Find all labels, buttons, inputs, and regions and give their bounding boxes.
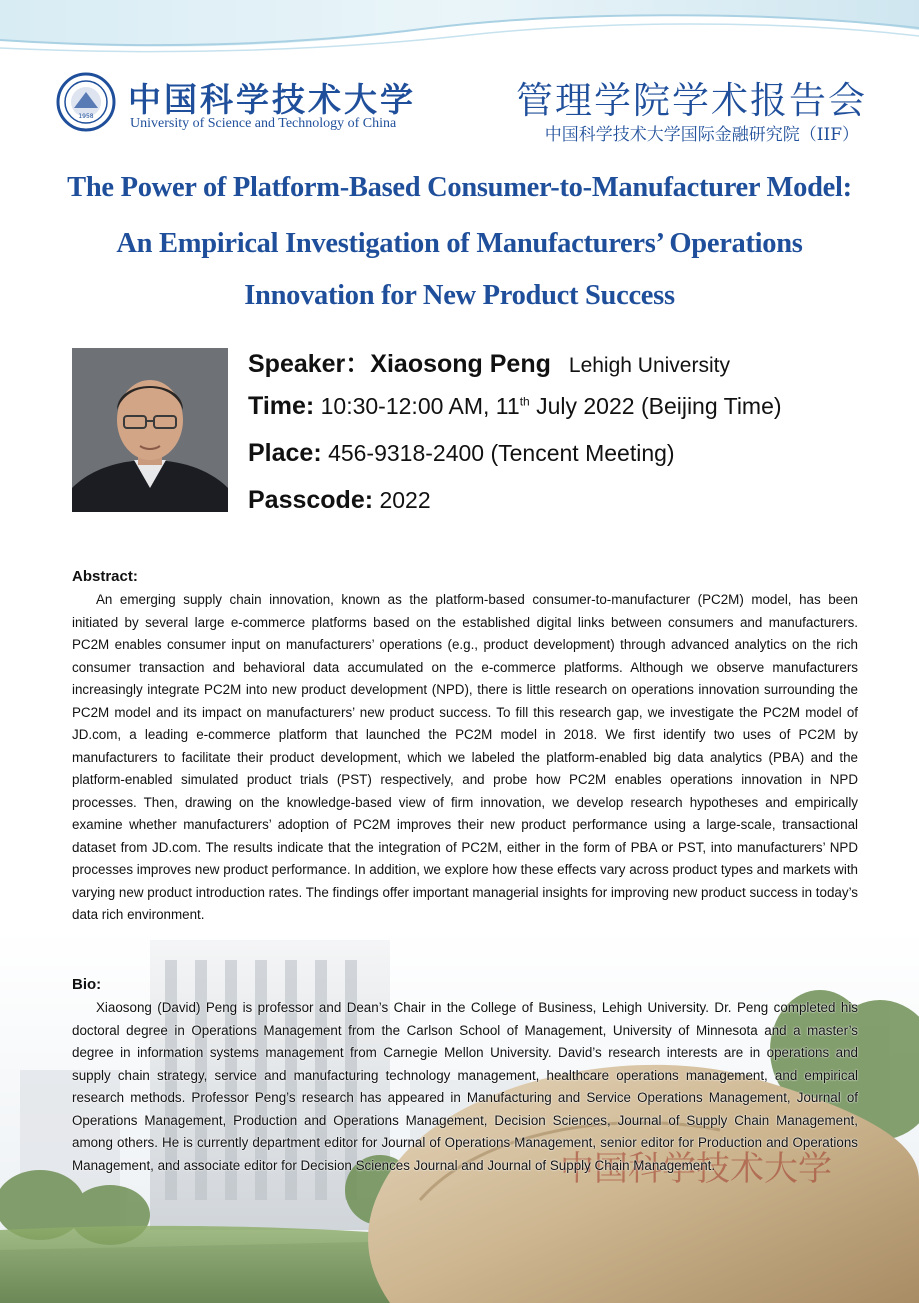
series-title: 管理学院学术报告会 [516, 79, 867, 122]
speaker-affiliation: Lehigh University [568, 354, 730, 377]
place-row [248, 439, 675, 468]
speaker-label: Speaker： [248, 350, 371, 378]
talk-title-line-2: An Empirical Investigation of Manufacturers’ Operations [116, 228, 803, 259]
top-wave-decoration [0, 0, 919, 60]
speaker-row [248, 344, 730, 380]
speaker-portrait-graphic [72, 348, 228, 512]
talk-title-line-1: The Power of Platform-Based Consumer-to-Manufacturer Model: [67, 172, 852, 203]
speaker-photo [72, 348, 228, 512]
series-subtitle: 中国科学技术大学国际金融研究院（IIF） [544, 125, 859, 145]
passcode-row [248, 486, 431, 515]
svg-text:中国科学技术大学: 中国科学技术大学 [560, 1149, 832, 1189]
bio-heading: Bio: [72, 976, 102, 993]
place-label: Place: [248, 439, 322, 467]
bio-text: Xiaosong (David) Peng is professor and Dean’s Chair in the College of Business, Lehigh University. Dr. Peng completed his doctoral degree in Operations Management from the Carlson School of Management, University of Minnesota and a master’s degree in information systems management from Carnegie Mellon University. David’s research interests are in operations and supply chain strategy, service and manufacturing technology management, healthcare operations management, and empirical research methods. Professor Peng’s research has appeared in Manufacturing and Service Operations Management, Journal of Operations Management, Production and Operations Management, Decision Sciences, Journal of Supply Chain Management, among others. He is currently department editor for Journal of Operations Management, senior editor for Production and Operations Management, and associate editor for Decision Sciences Journal and Journal of Supply Chain Management. [72, 1000, 858, 1173]
time-value-sup: th [519, 394, 530, 409]
time-value-rest: July 2022 (Beijing Time) [529, 393, 782, 419]
place-value: 456-9318-2400 (Tencent Meeting) [328, 440, 675, 466]
seal-year: 1958 [78, 113, 94, 120]
abstract-heading: Abstract: [72, 568, 138, 585]
passcode-value: 2022 [379, 487, 431, 513]
university-seal-icon [56, 72, 116, 132]
time-label: Time: [248, 392, 315, 420]
passcode-label: Passcode: [248, 486, 374, 514]
time-value [321, 393, 782, 419]
speaker-name: Xiaosong Peng [370, 350, 551, 378]
time-row [248, 392, 782, 421]
time-value-main: 10:30-12:00 AM, 11 [320, 393, 520, 419]
abstract-text: An emerging supply chain innovation, known as the platform-based consumer-to-manufacturer (PC2M) model, has been initiated by several large e-commerce platforms based on the established digital links between consumers and manufacturers. PC2M enables consumer input on manufacturers’ operations (e.g., product development) through advanced analytics on the rich consumer transaction and behavioral data accumulated on the e-commerce platforms. Although we observe manufacturers increasingly integrate PC2M into new product development (NPD), there is little research on operations innovation surrounding the PC2M model and its impact on manufacturers’ new product success. To fill this research gap, we investigate the PC2M model of JD.com, a leading e-commerce platform that launched the PC2M model in 2018. We first identify two uses of PC2M by manufacturers to facilitate their product development, which we labeled the platform-enabled big data analytics (PBA) and the platform-enabled simulated product trials (PST) respectively, and probe how PC2M enables operations innovation in NPD processes. Then, drawing on the knowledge-based view of firm innovation, we develop research hypotheses and empirically examine whether manufacturers’ adoption of PC2M improves their new product performance using a large-scale, transactional dataset from JD.com. The results indicate that the integration of PC2M, either in the form of PBA or PST, into manufacturers’ NPD processes improves new product performance. In addition, we explore how these effects vary across product types and markets with varying new product introduction rates. The findings offer important managerial insights for improving new product success in today’s data rich environment. [72, 592, 858, 922]
university-name-cn: 中国科学技术大学 [128, 80, 416, 119]
talk-title-line-3: Innovation for New Product Success [244, 280, 675, 311]
university-name-en: University of Science and Technology of China [130, 116, 397, 131]
